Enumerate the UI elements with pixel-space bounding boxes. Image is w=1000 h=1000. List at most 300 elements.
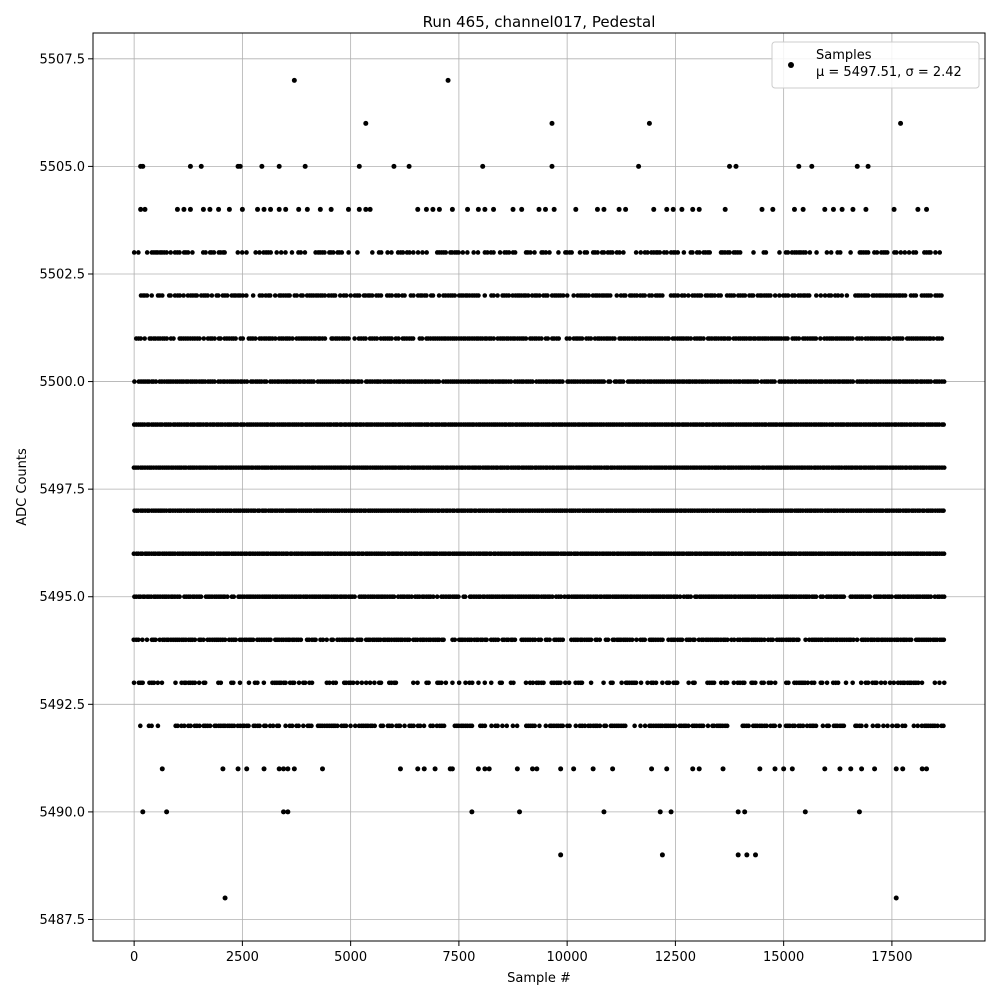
data-point (829, 293, 834, 298)
data-point (801, 207, 806, 212)
x-tick-label: 5000 (334, 950, 368, 965)
data-point (885, 250, 890, 255)
data-point (761, 681, 766, 686)
data-point (650, 293, 655, 298)
data-point (212, 336, 217, 341)
data-point (442, 724, 447, 729)
data-point (675, 681, 680, 686)
data-point (805, 681, 810, 686)
data-point (188, 207, 193, 212)
data-point (942, 594, 947, 599)
data-point (619, 681, 624, 686)
data-point (268, 250, 273, 255)
data-point (415, 681, 420, 686)
data-point (939, 293, 944, 298)
data-point (199, 164, 204, 169)
data-point (825, 681, 830, 686)
data-point (212, 379, 217, 384)
data-point (727, 164, 732, 169)
data-point (942, 681, 947, 686)
data-point (431, 594, 436, 599)
data-point (844, 681, 849, 686)
data-point (753, 681, 758, 686)
data-point (528, 250, 533, 255)
data-point (513, 637, 518, 642)
data-point (840, 207, 845, 212)
data-point (244, 293, 249, 298)
data-point (426, 681, 431, 686)
data-point (686, 293, 691, 298)
data-point (437, 207, 442, 212)
data-point (264, 724, 269, 729)
data-point (379, 681, 384, 686)
data-point (435, 594, 440, 599)
data-point (915, 207, 920, 212)
data-point (597, 637, 602, 642)
data-point (509, 379, 514, 384)
data-point (822, 207, 827, 212)
data-point (669, 809, 674, 814)
data-point (231, 681, 236, 686)
data-point (352, 594, 357, 599)
data-point (532, 250, 537, 255)
data-point (937, 250, 942, 255)
data-point (773, 681, 778, 686)
data-point (836, 681, 841, 686)
data-point (658, 809, 663, 814)
data-point (537, 207, 542, 212)
data-point (851, 379, 856, 384)
data-point (452, 637, 457, 642)
data-point (335, 724, 340, 729)
data-point (246, 724, 251, 729)
data-point (777, 724, 782, 729)
data-point (664, 250, 669, 255)
data-point (928, 250, 933, 255)
data-point (580, 336, 585, 341)
data-point (363, 121, 368, 126)
data-point (274, 250, 279, 255)
data-point (303, 681, 308, 686)
data-point (574, 724, 579, 729)
data-point (544, 724, 549, 729)
data-point (370, 250, 375, 255)
data-point (287, 293, 292, 298)
data-point (679, 207, 684, 212)
data-point (197, 336, 202, 341)
data-point (673, 724, 678, 729)
data-point (903, 250, 908, 255)
data-point (511, 724, 516, 729)
data-point (636, 164, 641, 169)
data-point (223, 637, 228, 642)
data-point (140, 681, 145, 686)
data-point (770, 207, 775, 212)
data-point (801, 724, 806, 729)
data-point (820, 681, 825, 686)
data-point (216, 293, 221, 298)
data-point (168, 250, 173, 255)
data-point (333, 293, 338, 298)
data-point (379, 293, 384, 298)
data-point (495, 293, 500, 298)
data-point (489, 724, 494, 729)
data-point (411, 681, 416, 686)
data-point (920, 766, 925, 771)
data-point (866, 681, 871, 686)
data-point (889, 594, 894, 599)
data-point (612, 336, 617, 341)
data-point (238, 164, 243, 169)
data-point (156, 724, 161, 729)
data-point (138, 336, 143, 341)
data-point (814, 250, 819, 255)
data-point (814, 336, 819, 341)
data-point (322, 250, 327, 255)
data-point (268, 637, 273, 642)
data-point (164, 250, 169, 255)
data-point (786, 293, 791, 298)
data-point (526, 293, 531, 298)
data-point (431, 724, 436, 729)
data-point (153, 637, 158, 642)
data-point (786, 250, 791, 255)
data-point (295, 293, 300, 298)
data-point (545, 293, 550, 298)
data-point (515, 766, 520, 771)
data-point (193, 637, 198, 642)
data-point (422, 724, 427, 729)
data-point (303, 164, 308, 169)
data-point (298, 250, 303, 255)
data-point (859, 766, 864, 771)
data-point (491, 336, 496, 341)
data-point (164, 336, 169, 341)
data-point (651, 207, 656, 212)
data-point (773, 724, 778, 729)
data-point (585, 250, 590, 255)
data-point (899, 250, 904, 255)
data-point (303, 250, 308, 255)
data-point (736, 809, 741, 814)
data-point (534, 766, 539, 771)
data-point (746, 724, 751, 729)
data-point (760, 207, 765, 212)
data-point (660, 852, 665, 857)
data-point (323, 336, 328, 341)
data-point (812, 681, 817, 686)
data-point (942, 551, 947, 556)
data-point (444, 681, 449, 686)
data-point (227, 207, 232, 212)
data-point (595, 207, 600, 212)
data-point (329, 207, 334, 212)
data-point (244, 766, 249, 771)
y-tick-label: 5500.0 (39, 375, 85, 391)
data-point (762, 637, 767, 642)
data-point (676, 293, 681, 298)
data-point (755, 379, 760, 384)
data-point (941, 508, 946, 513)
data-point (848, 250, 853, 255)
data-point (892, 207, 897, 212)
data-point (324, 637, 329, 642)
data-point (401, 250, 406, 255)
data-point (482, 207, 487, 212)
data-point (874, 681, 879, 686)
data-point (188, 164, 193, 169)
data-point (456, 594, 461, 599)
data-point (513, 250, 518, 255)
data-point (368, 681, 373, 686)
data-point (781, 766, 786, 771)
x-tick-label: 15000 (762, 950, 805, 965)
data-point (281, 766, 286, 771)
data-point (589, 637, 594, 642)
data-point (764, 250, 769, 255)
data-point (283, 250, 288, 255)
data-point (809, 164, 814, 169)
data-point (441, 637, 446, 642)
y-tick-label: 5495.0 (39, 590, 85, 606)
data-point (238, 681, 243, 686)
data-point (463, 681, 468, 686)
data-point (331, 637, 336, 642)
data-point (391, 164, 396, 169)
y-tick-label: 5492.5 (39, 697, 85, 713)
data-point (188, 724, 193, 729)
data-point (567, 681, 572, 686)
data-point (601, 681, 606, 686)
data-point (664, 766, 669, 771)
data-point (560, 637, 565, 642)
data-point (929, 379, 934, 384)
data-point (638, 250, 643, 255)
y-tick-label: 5505.0 (39, 159, 85, 175)
data-point (149, 293, 154, 298)
data-point (558, 681, 563, 686)
data-point (857, 809, 862, 814)
data-point (621, 250, 626, 255)
data-point (411, 293, 416, 298)
data-point (623, 207, 628, 212)
data-point (649, 766, 654, 771)
data-point (255, 681, 260, 686)
data-point (556, 336, 561, 341)
data-point (240, 250, 245, 255)
data-point (697, 207, 702, 212)
data-point (309, 724, 314, 729)
data-point (446, 78, 451, 83)
data-point (236, 766, 241, 771)
data-point (638, 724, 643, 729)
data-point (621, 379, 626, 384)
data-point (370, 293, 375, 298)
data-point (402, 293, 407, 298)
data-point (357, 164, 362, 169)
data-point (389, 293, 394, 298)
data-point (863, 207, 868, 212)
data-point (567, 336, 572, 341)
x-tick-label: 10000 (546, 950, 588, 965)
data-point (898, 121, 903, 126)
data-point (894, 895, 899, 900)
data-point (707, 250, 712, 255)
data-point (207, 207, 212, 212)
data-point (368, 207, 373, 212)
data-point (725, 724, 730, 729)
data-point (571, 766, 576, 771)
data-point (320, 766, 325, 771)
data-point (676, 250, 681, 255)
data-point (348, 293, 353, 298)
data-point (231, 594, 236, 599)
data-point (471, 250, 476, 255)
data-point (285, 766, 290, 771)
data-point (645, 250, 650, 255)
data-point (738, 250, 743, 255)
data-point (498, 250, 503, 255)
data-point (727, 336, 732, 341)
data-point (701, 724, 706, 729)
data-point (132, 379, 137, 384)
data-point (262, 681, 267, 686)
data-point (879, 681, 884, 686)
data-point (305, 207, 310, 212)
data-point (632, 724, 637, 729)
data-point (168, 293, 173, 298)
data-point (132, 250, 137, 255)
data-point (595, 250, 600, 255)
data-point (887, 336, 892, 341)
data-point (407, 637, 412, 642)
legend-stats: μ = 5497.51, σ = 2.42 (816, 65, 962, 80)
data-point (476, 766, 481, 771)
data-point (933, 250, 938, 255)
data-point (814, 594, 819, 599)
data-point (875, 250, 880, 255)
data-point (443, 250, 448, 255)
data-point (530, 766, 535, 771)
data-point (773, 293, 778, 298)
data-point (825, 250, 830, 255)
data-point (140, 809, 145, 814)
data-point (511, 681, 516, 686)
data-point (398, 724, 403, 729)
data-point (643, 724, 648, 729)
data-point (837, 766, 842, 771)
data-point (177, 594, 182, 599)
data-point (389, 336, 394, 341)
data-point (318, 207, 323, 212)
data-point (602, 379, 607, 384)
data-point (942, 637, 947, 642)
data-point (751, 293, 756, 298)
data-point (283, 724, 288, 729)
data-point (580, 681, 585, 686)
data-point (499, 681, 504, 686)
data-point (671, 207, 676, 212)
data-point (567, 724, 572, 729)
data-point (808, 250, 813, 255)
data-point (138, 724, 143, 729)
data-point (792, 207, 797, 212)
data-point (142, 207, 147, 212)
data-point (697, 766, 702, 771)
data-point (864, 724, 869, 729)
data-point (465, 250, 470, 255)
data-point (561, 293, 566, 298)
data-point (866, 293, 871, 298)
data-point (476, 293, 481, 298)
data-point (859, 681, 864, 686)
data-point (866, 164, 871, 169)
data-point (483, 724, 488, 729)
data-point (439, 681, 444, 686)
data-point (182, 724, 187, 729)
data-point (608, 379, 613, 384)
data-point (850, 336, 855, 341)
data-point (829, 250, 834, 255)
data-point (290, 336, 295, 341)
data-point (924, 766, 929, 771)
data-point (929, 594, 934, 599)
data-point (850, 681, 855, 686)
data-point (623, 293, 628, 298)
data-point (517, 809, 522, 814)
data-point (482, 681, 487, 686)
data-point (394, 681, 399, 686)
data-point (273, 293, 278, 298)
data-point (415, 207, 420, 212)
data-point (301, 724, 306, 729)
data-point (933, 681, 938, 686)
chart-title: Run 465, channel017, Pedestal (422, 13, 656, 31)
data-point (839, 293, 844, 298)
data-point (364, 681, 369, 686)
data-point (589, 681, 594, 686)
data-point (634, 681, 639, 686)
data-point (359, 379, 364, 384)
data-point (680, 637, 685, 642)
data-point (552, 207, 557, 212)
data-point (732, 293, 737, 298)
data-point (819, 293, 824, 298)
data-point (357, 207, 362, 212)
data-point (903, 293, 908, 298)
data-point (608, 293, 613, 298)
x-tick-label: 7500 (442, 950, 476, 965)
data-point (216, 207, 221, 212)
data-point (511, 207, 516, 212)
data-point (883, 681, 888, 686)
data-point (450, 766, 455, 771)
data-point (515, 724, 520, 729)
data-point (658, 250, 663, 255)
data-point (186, 250, 191, 255)
data-point (772, 766, 777, 771)
data-point (225, 293, 230, 298)
data-point (814, 724, 819, 729)
data-point (334, 681, 339, 686)
data-point (218, 336, 223, 341)
data-point (507, 250, 512, 255)
data-point (692, 637, 697, 642)
data-point (476, 207, 481, 212)
data-point (537, 724, 542, 729)
data-point (558, 766, 563, 771)
data-point (769, 681, 774, 686)
